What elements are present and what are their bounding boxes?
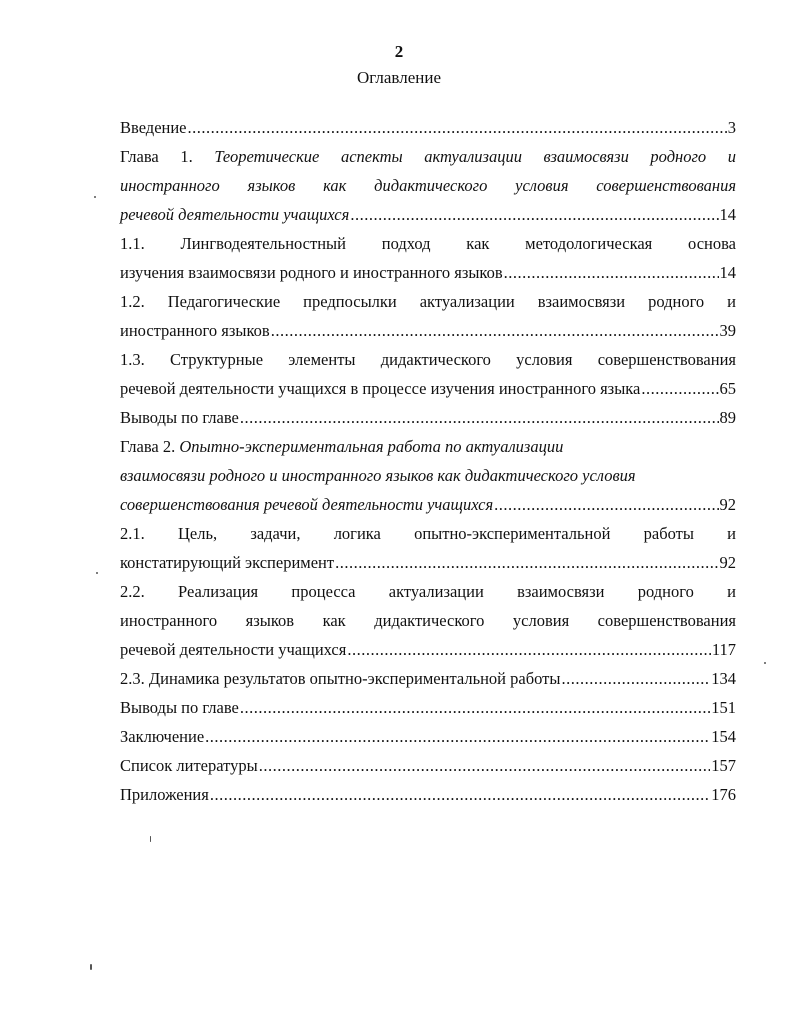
chapter-prefix: Глава 1. xyxy=(120,147,193,166)
toc-entry-1-1-line2 xyxy=(120,262,736,284)
chapter-title: речевой деятельности учащихся xyxy=(120,205,350,224)
toc-entry-chapter1-line2 xyxy=(120,175,736,197)
scan-speck xyxy=(96,572,98,574)
toc-entry-chapter2-line2 xyxy=(120,465,736,487)
toc-entry-conclusion xyxy=(120,726,736,748)
leader-dots xyxy=(494,494,718,516)
toc-entry-chapter2-line1 xyxy=(120,436,736,458)
scan-speck xyxy=(150,836,151,842)
toc-label: Заключение xyxy=(120,727,205,746)
toc-entry-conclusions-ch1 xyxy=(120,407,736,429)
leader-dots xyxy=(504,262,719,284)
toc-entry-appendix xyxy=(120,784,736,806)
leader-dots xyxy=(641,378,718,400)
scan-speck xyxy=(94,196,96,198)
toc-entry-conclusions-ch2 xyxy=(120,697,736,719)
toc-page: 65 xyxy=(719,379,736,398)
leader-dots xyxy=(271,320,719,342)
toc-entry-references xyxy=(120,755,736,777)
toc-page: 92 xyxy=(719,553,736,572)
toc-entry-2-2-line3 xyxy=(120,639,736,661)
toc-label: Список литературы xyxy=(120,756,258,775)
chapter-title: совершенствования речевой деятельности учащихся xyxy=(120,495,494,514)
leader-dots xyxy=(561,668,710,690)
toc-entry-1-3-line1: 1.3. Структурные элементы дидактического условия совершенствования xyxy=(120,350,736,369)
page-title: Оглавление xyxy=(357,68,441,87)
toc-entry-2-1-line2 xyxy=(120,552,736,574)
toc-page: 117 xyxy=(711,640,736,659)
leader-dots xyxy=(240,697,710,719)
toc-page: 39 xyxy=(719,321,736,340)
leader-dots xyxy=(335,552,718,574)
leader-dots xyxy=(210,784,710,806)
toc-label: речевой деятельности учащихся в процессе изучения иностранного языка xyxy=(120,379,641,398)
leader-dots xyxy=(259,755,711,777)
leader-dots xyxy=(240,407,719,429)
leader-dots xyxy=(188,117,727,139)
toc-page: 176 xyxy=(711,785,736,804)
leader-dots xyxy=(347,639,711,661)
chapter-title: взаимосвязи родного и иностранного языков как дидактического условия xyxy=(120,466,636,485)
toc-entry-1-2-line2 xyxy=(120,320,736,342)
toc-entry-2-2-line1: 2.2. Реализация процесса актуализации взаимосвязи родного и xyxy=(120,582,736,601)
scan-speck xyxy=(90,964,92,970)
toc-label: изучения взаимосвязи родного и иностранного языков xyxy=(120,263,503,282)
toc-label: Выводы по главе xyxy=(120,408,239,427)
toc-entry-2-2-line2: иностранного языков как дидактического условия совершенствования xyxy=(120,611,736,630)
toc-label: Выводы по главе xyxy=(120,698,239,717)
page-number: 2 xyxy=(394,42,404,61)
toc-page: 154 xyxy=(711,727,736,746)
toc-entry-chapter1-line1 xyxy=(120,146,736,168)
toc-page: 151 xyxy=(711,698,736,717)
scan-speck xyxy=(764,662,766,664)
toc-entry-1-3-line2 xyxy=(120,378,736,400)
toc-entry-1-2-line1: 1.2. Педагогические предпосылки актуализации взаимосвязи родного и xyxy=(120,292,736,311)
leader-dots xyxy=(205,726,710,748)
toc-entry-2-1-line1: 2.1. Цель, задачи, логика опытно-экспериментальной работы и xyxy=(120,524,736,543)
toc-entry-chapter2-line3 xyxy=(120,494,736,516)
toc-page: 3 xyxy=(727,118,736,137)
toc-entry-chapter1-line3 xyxy=(120,204,736,226)
toc-page: 14 xyxy=(719,205,736,224)
toc-label: Приложения xyxy=(120,785,209,804)
toc-label: речевой деятельности учащихся xyxy=(120,640,347,659)
toc-label: констатирующий эксперимент xyxy=(120,553,335,572)
toc-entry-intro xyxy=(120,117,736,139)
toc-page: 89 xyxy=(719,408,736,427)
toc-entry-2-3 xyxy=(120,668,736,690)
toc-label: Введение xyxy=(120,118,187,137)
toc-entry-1-1-line1: 1.1. Лингводеятельностный подход как методологическая основа xyxy=(120,234,736,253)
toc-page: 157 xyxy=(711,756,736,775)
chapter-title: Теоретические аспекты актуализации взаимосвязи родного и xyxy=(214,147,736,166)
toc-page: 134 xyxy=(711,669,736,688)
chapter-title: Опытно-экспериментальная работа по актуализации xyxy=(179,437,564,456)
leader-dots xyxy=(350,204,718,226)
toc-label: иностранного языков xyxy=(120,321,270,340)
chapter-prefix: Глава 2. xyxy=(120,437,176,456)
toc-label: 2.3. Динамика результатов опытно-экспериментальной работы xyxy=(120,669,561,688)
toc-page: 92 xyxy=(719,495,736,514)
chapter-title: иностранного языков как дидактического условия совершенствования xyxy=(120,176,736,195)
toc-page: 14 xyxy=(719,263,736,282)
